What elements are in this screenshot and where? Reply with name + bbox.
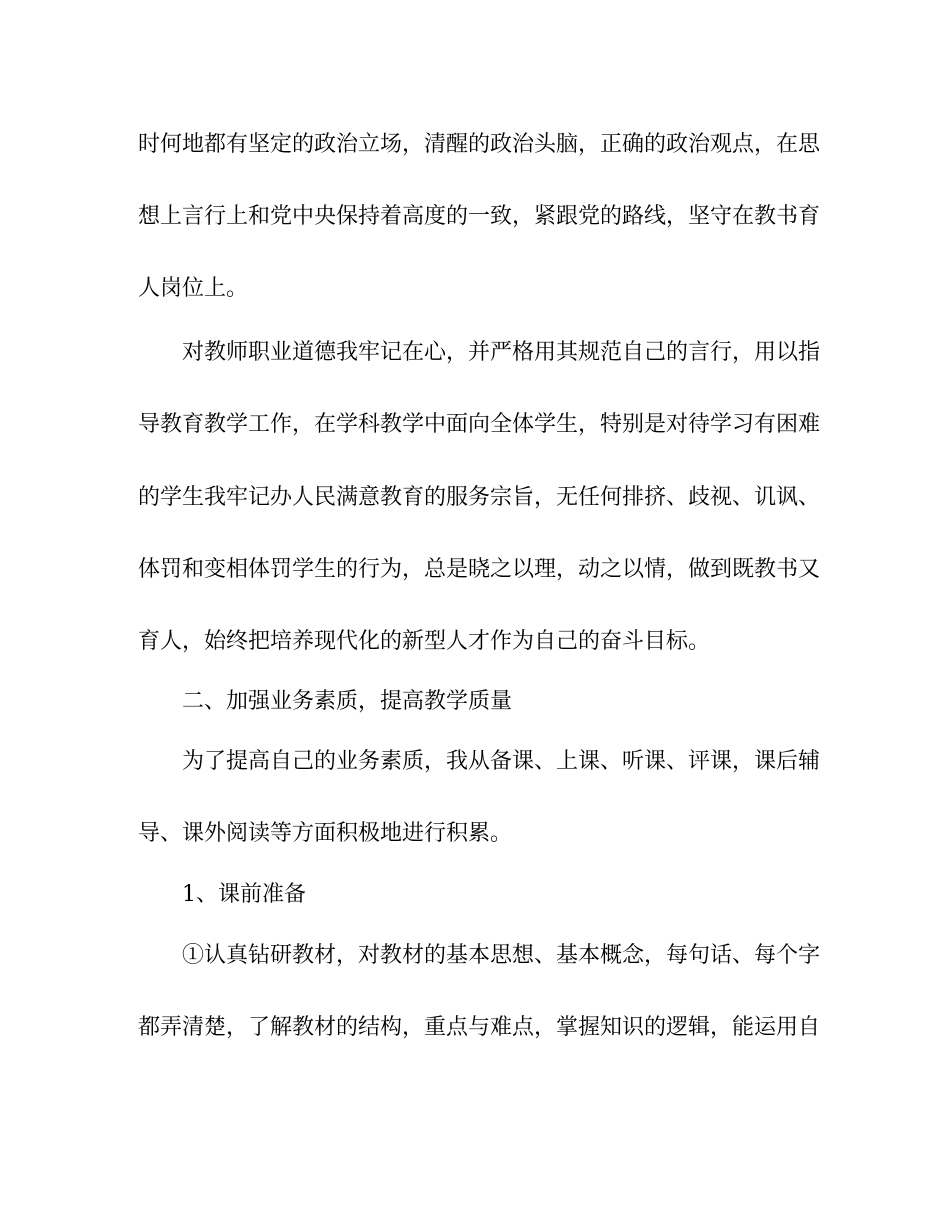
paragraph-start: 对教师职业道德我牢记在心，并严格用其规范自己的言行，用以指 [182, 340, 821, 365]
subsection-heading: 1、课前准备 [182, 882, 306, 907]
paragraph-start: ①认真钻研教材，对教材的基本思想、基本概念，每句话、每个字 [182, 943, 821, 968]
text-line: 都弄清楚，了解教材的结构，重点与难点，掌握知识的逻辑，能运用自 [138, 1015, 821, 1040]
text-line: 导教育教学工作，在学科教学中面向全体学生，特别是对待学习有困难 [138, 412, 821, 437]
section-heading: 二、加强业务素质，提高教学质量 [182, 689, 513, 714]
paragraph-start: 为了提高自己的业务素质，我从备课、上课、听课、评课，课后辅 [182, 749, 821, 774]
text-line: 体罚和变相体罚学生的行为，总是晓之以理，动之以情，做到既教书又 [138, 557, 821, 582]
text-line: 人岗位上。 [138, 276, 249, 301]
text-line: 的学生我牢记办人民满意教育的服务宗旨，无任何排挤、歧视、讥讽、 [138, 485, 821, 510]
text-line: 时何地都有坚定的政治立场，清醒的政治头脑，正确的政治观点，在思 [138, 132, 821, 157]
text-line: 想上言行上和党中央保持着高度的一致，紧跟党的路线，坚守在教书育 [138, 204, 821, 229]
text-line: 导、课外阅读等方面积极地进行积累。 [138, 821, 513, 846]
text-line: 育人，始终把培养现代化的新型人才作为自己的奋斗目标。 [138, 629, 711, 654]
